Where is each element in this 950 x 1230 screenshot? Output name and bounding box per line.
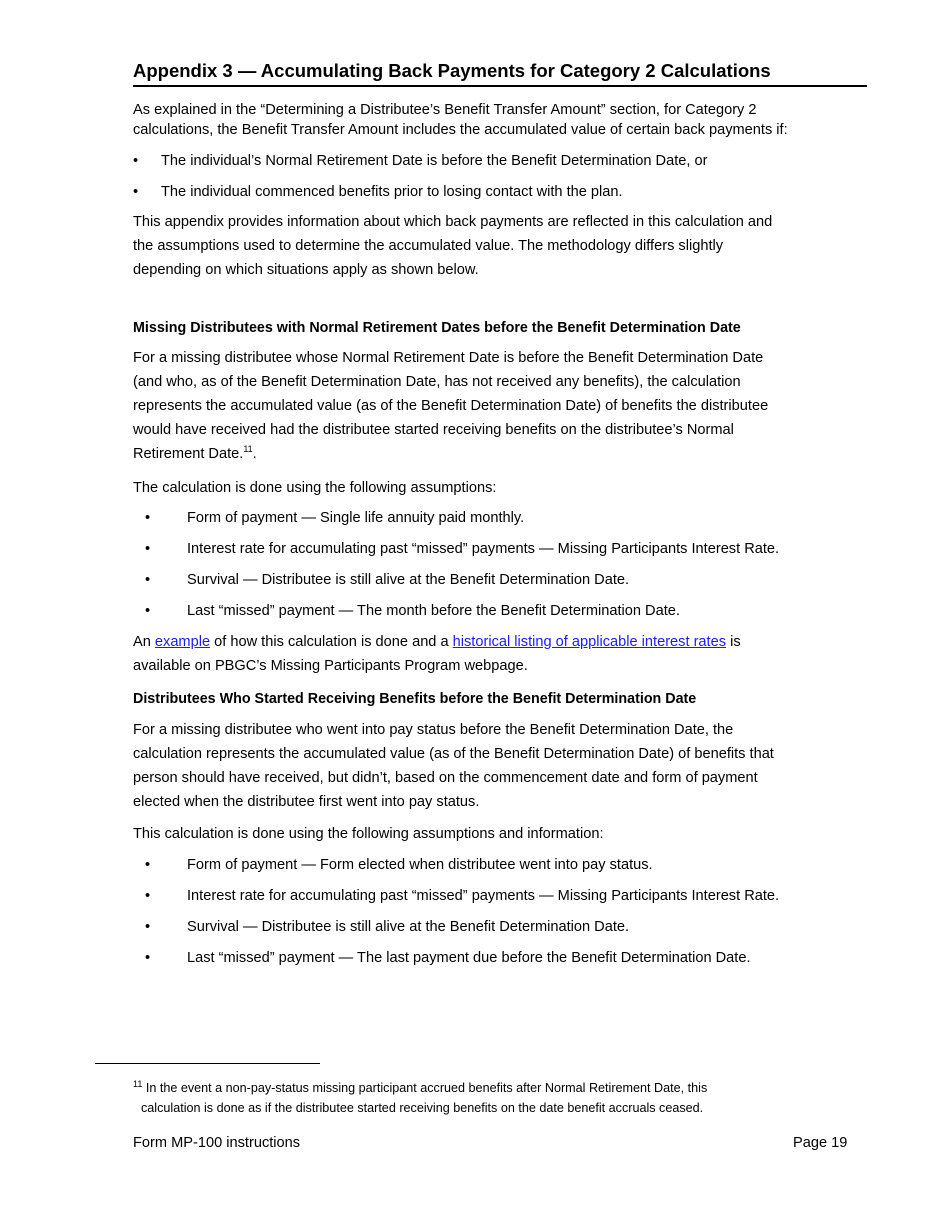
footnote-number: 11 (133, 1078, 143, 1089)
section1-paragraph (133, 346, 853, 466)
paragraph-text: . (252, 446, 257, 462)
intro-line: As explained in the “Determining a Distributee’s Benefit Transfer Amount” section, for Category 2 (133, 102, 757, 118)
page-title: Appendix 3 — Accumulating Back Payments for Category 2 Calculations (133, 60, 867, 87)
paragraph-line: For a missing distributee who went into pay status before the Benefit Determination Date, the (133, 722, 734, 738)
appendix-paragraph (133, 210, 853, 282)
footnote-separator (95, 1063, 320, 1064)
paragraph-text: is (726, 634, 741, 650)
footnote-reference[interactable]: 11 (243, 444, 253, 455)
bullet-icon: • (145, 950, 151, 966)
interest-rates-link[interactable]: historical listing of applicable interest rates (452, 634, 727, 650)
list-item-text: Last “missed” payment — The last payment due before the Benefit Determination Date. (187, 950, 751, 966)
paragraph-line (133, 442, 853, 466)
bullet-icon: • (145, 572, 151, 588)
list-item-text: Interest rate for accumulating past “missed” payments — Missing Participants Interest Rate. (187, 541, 780, 557)
section2-assumptions-intro: This calculation is done using the following assumptions and information: (133, 826, 604, 842)
paragraph-line: person should have received, but didn’t, based on the commencement date and form of payment (133, 770, 758, 786)
bullet-icon: • (145, 857, 151, 873)
list-item-text: Form of payment — Form elected when distributee went into pay status. (187, 857, 653, 873)
footer-page-number: Page 19 (793, 1135, 848, 1151)
bullet-icon: • (133, 184, 139, 200)
paragraph-line: calculation represents the accumulated value (as of the Benefit Determination Date) of benefits that (133, 746, 774, 762)
paragraph-line: depending on which situations apply as shown below. (133, 262, 479, 278)
links-paragraph (133, 630, 853, 678)
list-item-text: Form of payment — Single life annuity paid monthly. (187, 510, 525, 526)
bullet-icon: • (133, 153, 139, 169)
bullet-icon: • (145, 541, 151, 557)
list-item-text: The individual’s Normal Retirement Date is before the Benefit Determination Date, or (161, 153, 708, 169)
bullet-icon: • (145, 510, 151, 526)
paragraph-line: would have received had the distributee started receiving benefits on the distributee’s Normal (133, 422, 734, 438)
footnote-line: calculation is done as if the distributee started receiving benefits on the date benefit accruals ceased. (141, 1101, 704, 1115)
paragraph-text: Retirement Date. (133, 446, 244, 462)
paragraph-line: the assumptions used to determine the accumulated value. The methodology differs slightly (133, 238, 724, 254)
intro-paragraph (133, 100, 853, 140)
section1-assumptions-intro: The calculation is done using the following assumptions: (133, 480, 497, 496)
intro-line: calculations, the Benefit Transfer Amount includes the accumulated value of certain back payments if: (133, 122, 788, 138)
paragraph-text: of how this calculation is done and a (210, 634, 453, 650)
footer-form-name: Form MP-100 instructions (133, 1135, 301, 1151)
paragraph-line: represents the accumulated value (as of the Benefit Determination Date) of benefits the distributee (133, 398, 769, 414)
paragraph-line: available on PBGC’s Missing Participants Program webpage. (133, 658, 528, 674)
paragraph-line: This appendix provides information about which back payments are reflected in this calculation and (133, 214, 773, 230)
footnote (133, 1078, 853, 1118)
list-item-text: Survival — Distributee is still alive at the Benefit Determination Date. (187, 572, 630, 588)
paragraph-line: (and who, as of the Benefit Determination Date, has not received any benefits), the calculation (133, 374, 741, 390)
section-heading-normal-retirement: Missing Distributees with Normal Retirement Dates before the Benefit Determination Date (133, 320, 741, 336)
list-item-text: Last “missed” payment — The month before the Benefit Determination Date. (187, 603, 680, 619)
bullet-icon: • (145, 888, 151, 904)
paragraph-line: For a missing distributee whose Normal Retirement Date is before the Benefit Determination Date (133, 350, 764, 366)
example-link[interactable]: example (154, 634, 211, 650)
list-item-text: Interest rate for accumulating past “missed” payments — Missing Participants Interest Rate. (187, 888, 780, 904)
footnote-text: In the event a non-pay-status missing participant accrued benefits after Normal Retirement Date, this (142, 1081, 708, 1095)
section2-paragraph (133, 718, 853, 814)
bullet-icon: • (145, 919, 151, 935)
paragraph-line: elected when the distributee first went into pay status. (133, 794, 480, 810)
list-item-text: The individual commenced benefits prior to losing contact with the plan. (161, 184, 623, 200)
paragraph-text: An (133, 634, 155, 650)
bullet-icon: • (145, 603, 151, 619)
paragraph-line (133, 630, 853, 654)
section-heading-started-receiving: Distributees Who Started Receiving Benefits before the Benefit Determination Date (133, 691, 697, 707)
list-item-text: Survival — Distributee is still alive at the Benefit Determination Date. (187, 919, 630, 935)
footnote-line (133, 1078, 853, 1098)
